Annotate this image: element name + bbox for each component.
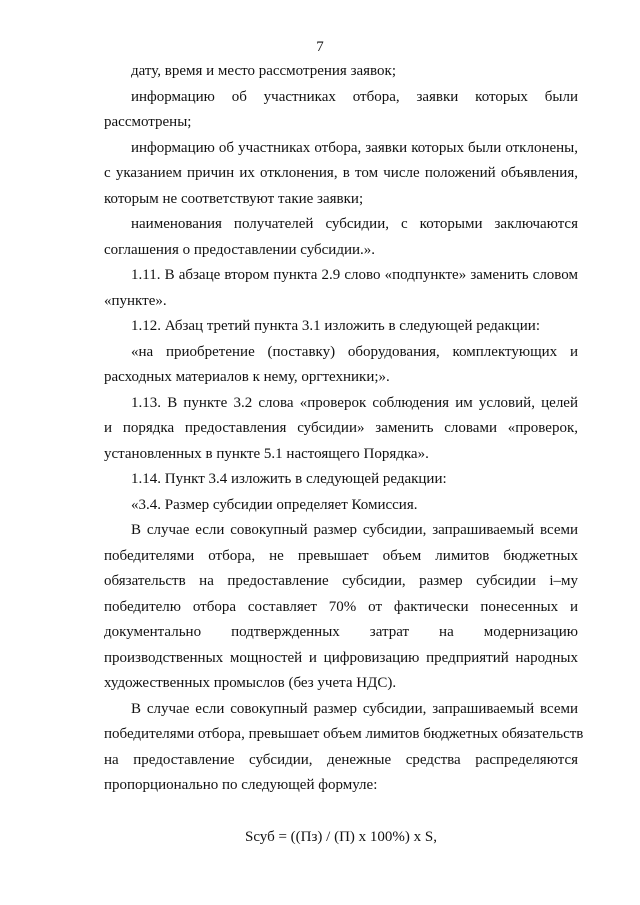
text-line: документально подтвержденных затрат на модернизацию [104, 624, 578, 640]
document-body [104, 59, 584, 850]
text-line: победителю отбора составляет 70% от фактически понесенных и [104, 598, 578, 615]
text-line: обязательств на предоставление субсидии, размер субсидии i–му [104, 573, 578, 589]
text-line: победителями отбора, превышает объем лимитов бюджетных обязательств [104, 726, 584, 742]
text-line: художественных промыслов (без учета НДС). [104, 675, 397, 691]
text-line: победителями отбора, не превышает объем лимитов бюджетных [104, 547, 578, 564]
text-line: дату, время и место рассмотрения заявок; [131, 63, 396, 79]
text-line: «пункте». [104, 292, 167, 309]
text-line: и порядка предоставления субсидии» заменить словами «проверок, [104, 420, 578, 436]
paragraph-1-12 [104, 314, 578, 340]
paragraph-recipients-names [104, 212, 578, 263]
text-line: «на приобретение (поставку) оборудования, комплектующих и [131, 343, 578, 360]
text-line: которым не соответствуют такие заявки; [104, 190, 364, 207]
text-line: расходных материалов к нему, оргтехники;». [104, 369, 390, 385]
text-line: В случае если совокупный размер субсидии, запрашиваемый всеми [131, 700, 578, 717]
text-line: пропорционально по следующей формуле: [104, 777, 378, 793]
paragraph-meeting-date [104, 59, 578, 85]
text-line: с указанием причин их отклонения, в том числе положений объявления, [104, 165, 578, 181]
text-line: установленных в пункте 5.1 настоящего Порядка». [104, 445, 429, 462]
text-line: 1.14. Пункт 3.4 изложить в следующей редакции: [131, 471, 447, 487]
text-line: 1.11. В абзаце втором пункта 2.9 слово «подпункте» заменить словом [131, 267, 578, 283]
subsidy-formula: Sсуб = ((Пз) / (П) x 100%) x S, [244, 828, 437, 845]
text-line: производственных мощностей и цифровизацию предприятий народных [104, 649, 578, 666]
text-line: 1.13. В пункте 3.2 слова «проверок соблюдения им условий, целей [131, 394, 578, 411]
text-line: информацию об участниках отбора, заявки которых были [131, 88, 578, 105]
paragraph-3-4 [104, 493, 578, 519]
paragraph-1-11 [104, 263, 578, 314]
text-line: информацию об участниках отбора, заявки которых были отклонены, [131, 139, 578, 156]
paragraph-subsidy-not-exceeding [104, 518, 578, 697]
page-number: 7 [316, 39, 324, 55]
paragraph-participants-rejected [104, 136, 578, 213]
paragraph-equipment-purchase [104, 340, 578, 391]
text-line: на предоставление субсидии, денежные средства распределяются [104, 751, 578, 768]
paragraph-subsidy-exceeding [104, 697, 584, 799]
text-line: В случае если совокупный размер субсидии, запрашиваемый всеми [131, 522, 578, 538]
text-line: наименования получателей субсидии, с которыми заключаются [131, 216, 578, 232]
text-line: «3.4. Размер субсидии определяет Комиссия. [131, 496, 418, 513]
text-line: рассмотрены; [104, 114, 192, 130]
text-line: 1.12. Абзац третий пункта 3.1 изложить в следующей редакции: [131, 318, 541, 334]
text-line: соглашения о предоставлении субсидии.». [104, 241, 376, 258]
paragraph-1-13 [104, 391, 578, 468]
paragraph-1-14 [104, 467, 578, 493]
paragraph-participants-considered [104, 85, 578, 136]
